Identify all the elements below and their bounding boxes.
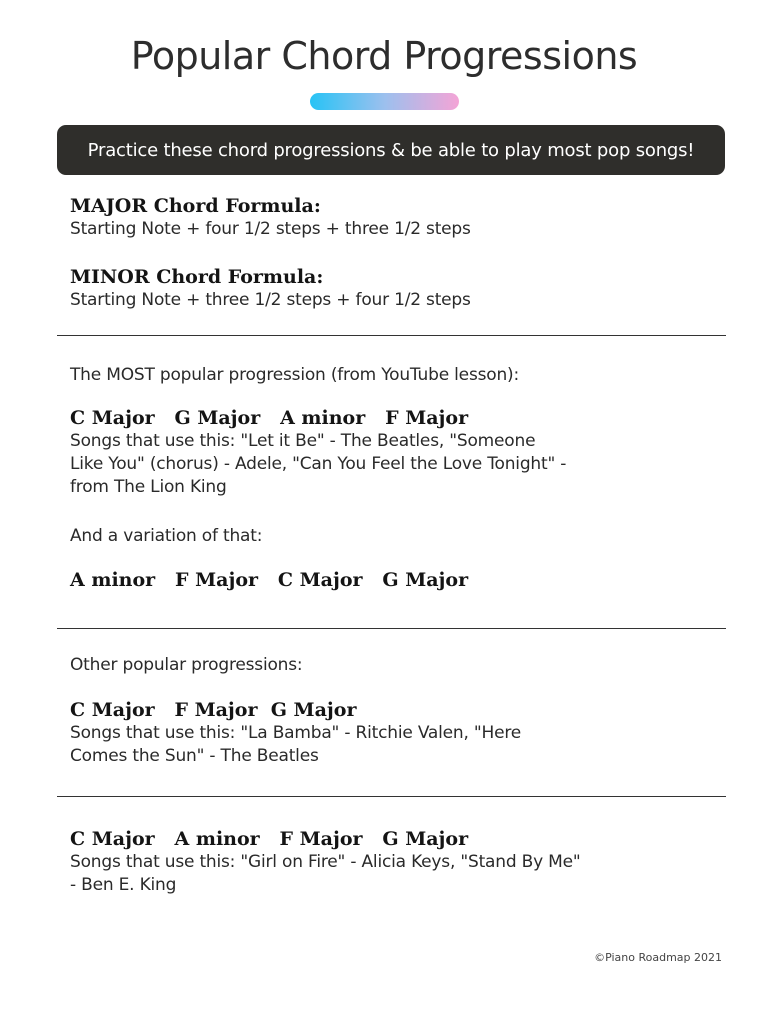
other-progression-2 [70,827,590,897]
section-divider [57,335,726,336]
variation-intro-text: And a variation of that: [70,526,263,546]
variation-intro [70,525,730,548]
minor-formula-text: Starting Note + three 1/2 steps + four 1/2 steps [70,290,471,310]
most-popular-intro-text: The MOST popular progression (from YouTube lesson): [70,365,519,385]
major-formula-heading: MAJOR Chord Formula: [70,195,321,217]
progression-heading: C Major G Major A minor F Major [70,407,469,429]
section-divider [57,628,726,629]
progression-heading: C Major F Major G Major [70,699,357,721]
major-formula [70,194,730,241]
other-intro-text: Other popular progressions: [70,655,303,675]
progression-songs: Songs that use this: "Girl on Fire" - Alicia Keys, "Stand By Me" - Ben E. King [70,852,581,895]
copyright-footer: ©Piano Roadmap 2021 [594,951,722,964]
progression-heading: C Major A minor F Major G Major [70,828,469,850]
intro-banner-text: Practice these chord progressions & be able to play most pop songs! [87,139,695,161]
progression-songs: Songs that use this: "La Bamba" - Ritchie Valen, "Here Comes the Sun" - The Beatles [70,723,522,766]
other-intro [70,654,730,677]
section-divider [57,796,726,797]
major-formula-text: Starting Note + four 1/2 steps + three 1/2 steps [70,219,471,239]
progression-heading: A minor F Major C Major G Major [70,569,469,591]
variation-progression [70,568,730,592]
intro-banner [57,125,725,175]
other-progression-1 [70,698,565,768]
progression-songs: Songs that use this: "Let it Be" - The Beatles, "Someone Like You" (chorus) - Adele, "Can You Feel the Love Tonight" - from The Lion King [70,431,567,497]
most-popular-progression [70,406,570,499]
title-accent-bar [310,93,459,110]
page-title: Popular Chord Progressions [130,34,638,78]
most-popular-intro [70,364,730,387]
minor-formula [70,265,730,312]
minor-formula-heading: MINOR Chord Formula: [70,266,324,288]
